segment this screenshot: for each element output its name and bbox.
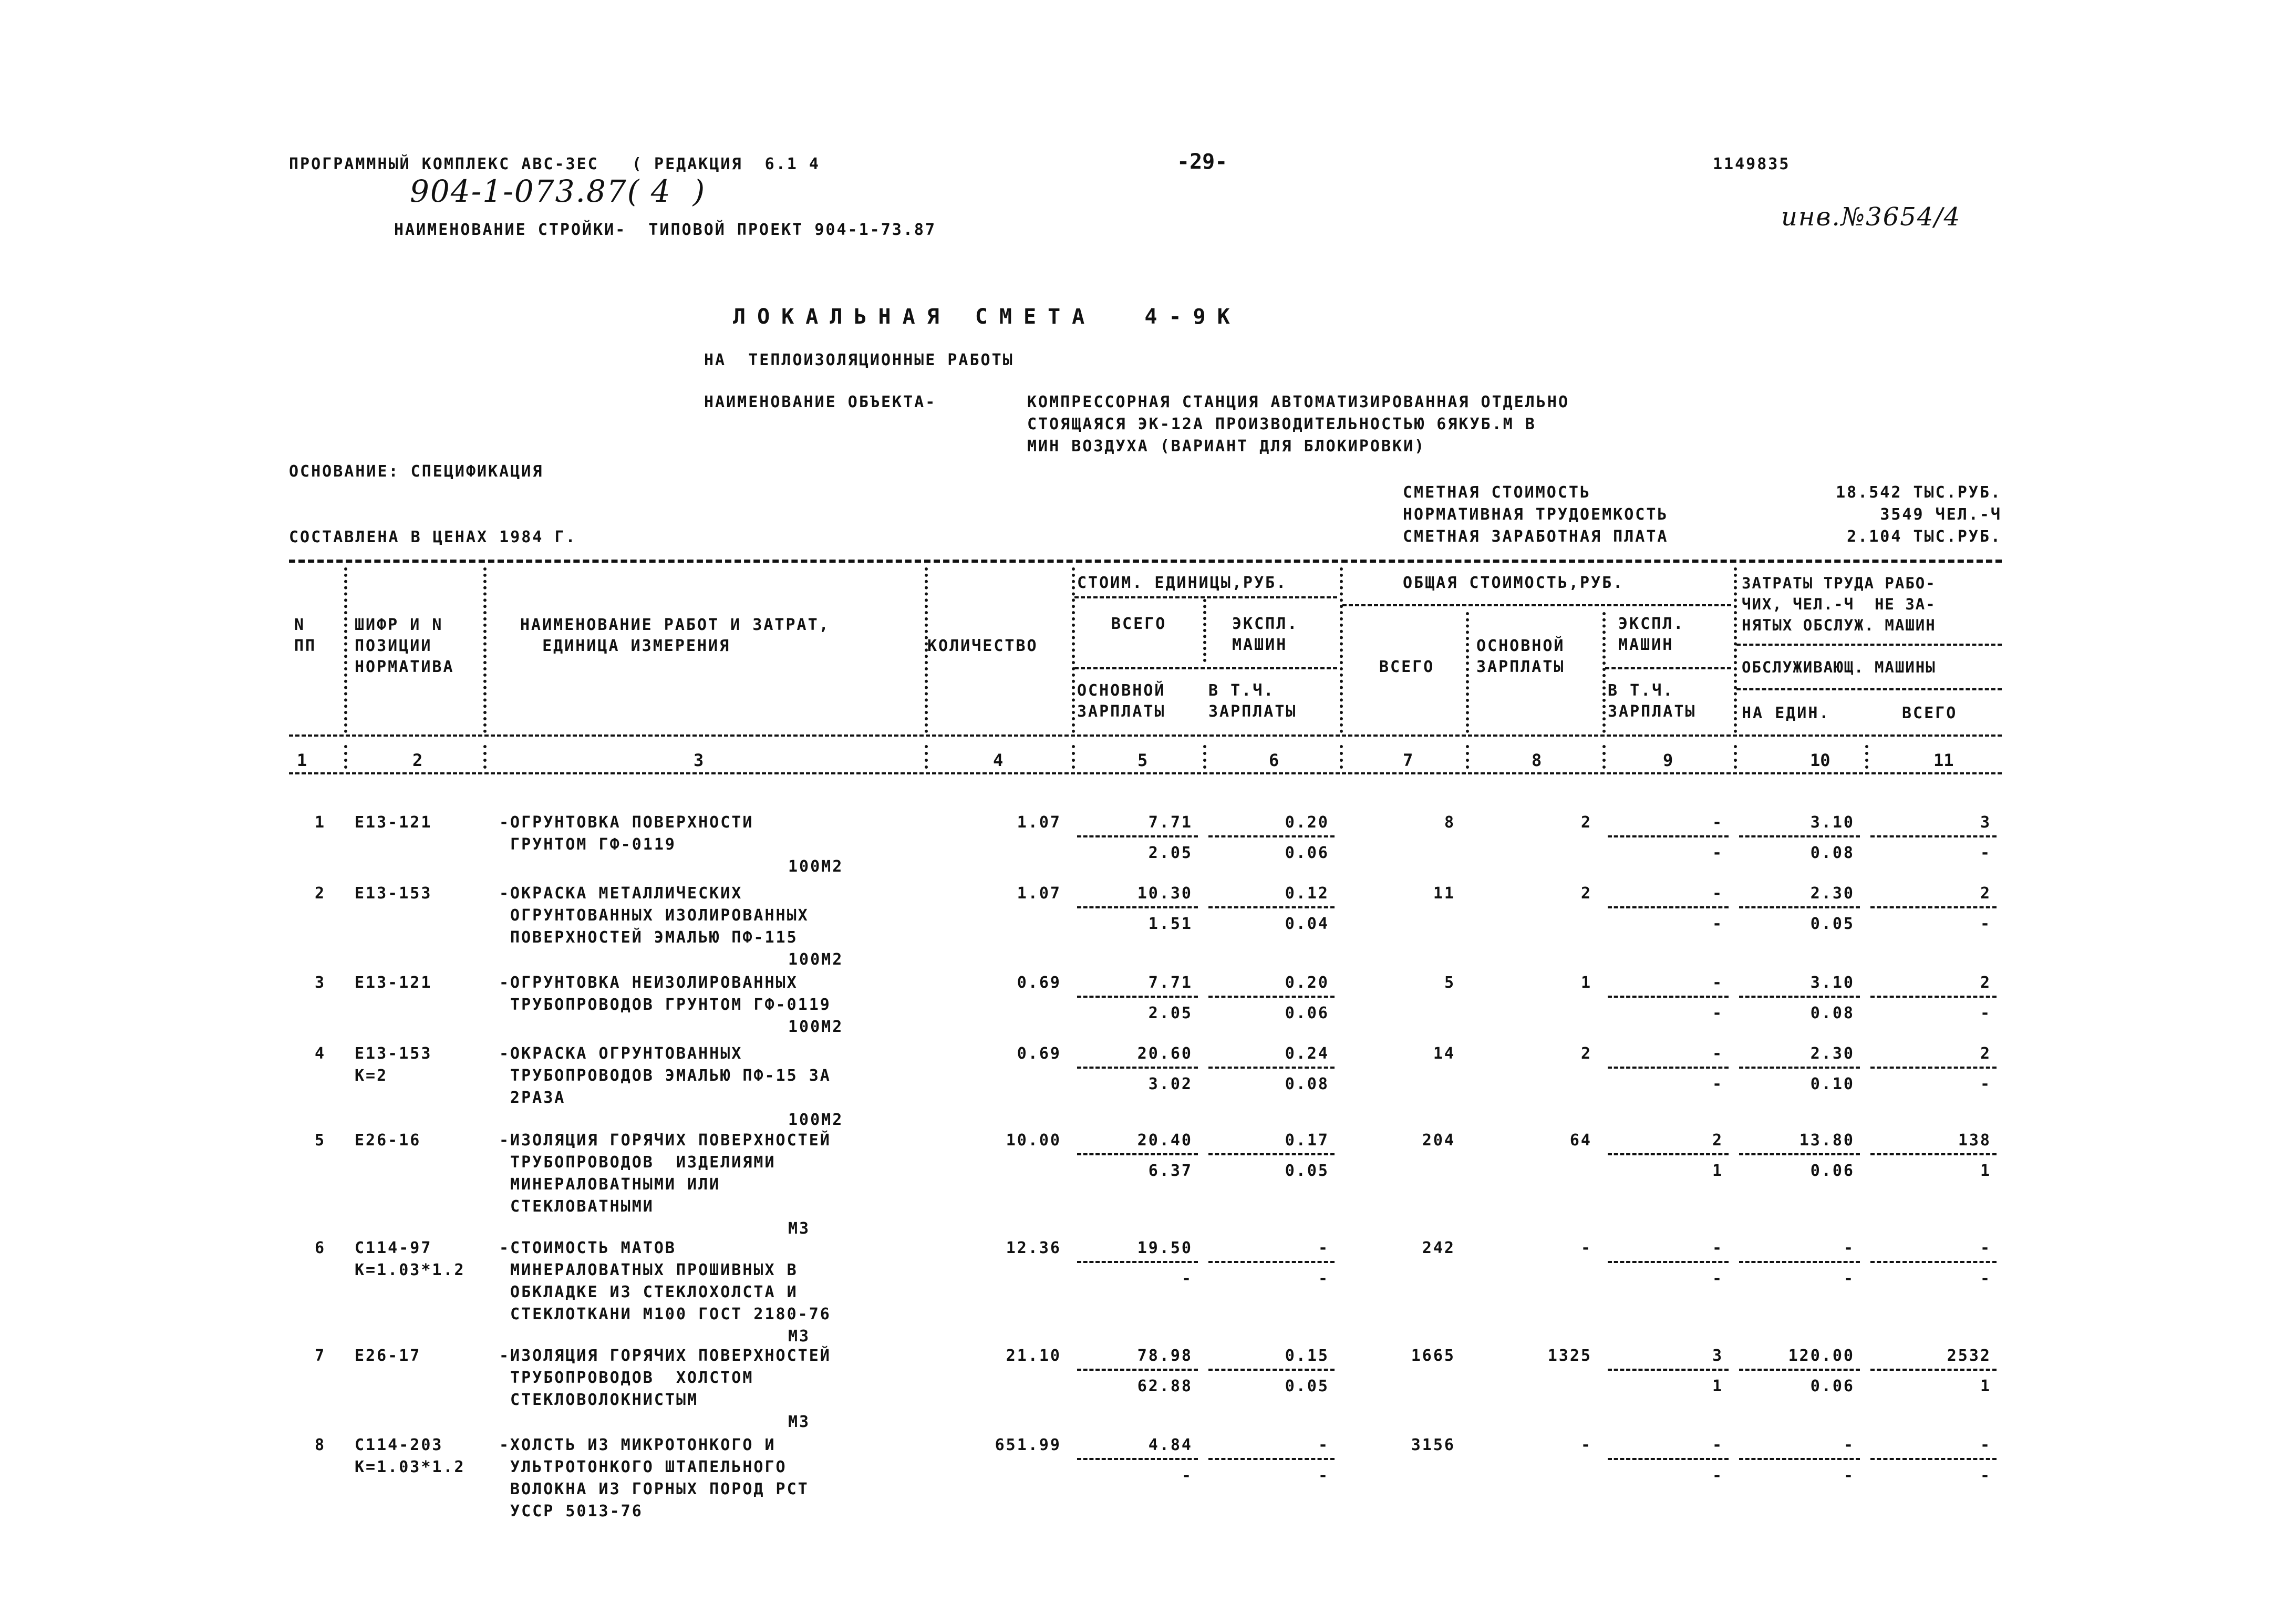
row-code: Е13-121 xyxy=(355,974,432,992)
column-number: 11 xyxy=(1933,750,1954,770)
subtotal-divider xyxy=(1608,1458,1729,1460)
subtotal-divider xyxy=(1077,1261,1198,1263)
row-c8: 2 xyxy=(1580,1044,1592,1063)
row-c11: - xyxy=(1980,1239,1991,1257)
subtotal-divider xyxy=(1870,1369,1997,1371)
row-c11-total: - xyxy=(1980,844,1991,862)
row-c5-wage: 1.51 xyxy=(1148,915,1193,933)
summary-label-3: СМЕТНАЯ ЗАРАБОТНАЯ ПЛАТА xyxy=(1403,527,1669,546)
row-number: 7 xyxy=(314,1347,326,1365)
row-name: -ИЗОЛЯЦИЯ ГОРЯЧИХ ПОВЕРХНОСТЕЙ ТРУБОПРОВОДОВ ИЗДЕЛИЯМИ МИНЕРАЛОВАТНЫМИ ИЛИ СТЕКЛОВАТНЫМИ xyxy=(499,1131,831,1216)
row-c5-wage: 2.05 xyxy=(1148,1004,1193,1022)
row-c7: 1665 xyxy=(1411,1347,1455,1365)
row-code-coefficient: К=1.03*1.2 xyxy=(355,1458,466,1476)
column-number: 9 xyxy=(1663,750,1673,770)
subtotal-divider xyxy=(1608,1153,1729,1155)
row-name: -ОКРАСКА ОГРУНТОВАННЫХ ТРУБОПРОВОДОВ ЭМАЛЬЮ ПФ-15 ЗА 2РАЗА xyxy=(499,1044,831,1107)
column-number: 5 xyxy=(1137,750,1148,770)
row-c10: 3.10 xyxy=(1810,974,1855,992)
subtotal-divider xyxy=(1870,1261,1997,1263)
page-number: -29- xyxy=(1177,150,1228,174)
subtotal-divider xyxy=(1077,1369,1198,1371)
row-c9: 2 xyxy=(1712,1131,1723,1150)
document-title: ЛОКАЛЬНАЯ СМЕТА 4-9К xyxy=(733,305,1242,329)
column-number: 10 xyxy=(1810,750,1830,770)
subtotal-divider xyxy=(1739,1067,1860,1069)
row-qty: 21.10 xyxy=(1006,1347,1061,1365)
row-c5: 10.30 xyxy=(1137,884,1193,903)
column-number-rule xyxy=(289,772,2002,774)
row-c11-total: - xyxy=(1980,1004,1991,1022)
prices-year: СОСТАВЛЕНА В ЦЕНАХ 1984 Г. xyxy=(289,528,577,546)
summary-value-2: 3549 ЧЕЛ.-Ч xyxy=(1880,505,2002,524)
row-name: -ОКРАСКА МЕТАЛЛИЧЕСКИХ ОГРУНТОВАННЫХ ИЗОЛИРОВАННЫХ ПОВЕРХНОСТЕЙ ЭМАЛЬЮ ПФ-115 xyxy=(499,884,809,947)
row-c11: 2 xyxy=(1980,974,1991,992)
row-c9: - xyxy=(1712,813,1723,832)
subtotal-divider xyxy=(1208,996,1335,998)
subtotal-divider xyxy=(1208,906,1335,908)
row-c7: 5 xyxy=(1444,974,1455,992)
col-header-unit-wage: ОСНОВНОЙ ЗАРПЛАТЫ xyxy=(1077,681,1166,721)
col-header-n: N ПП xyxy=(294,616,317,655)
row-c11: 138 xyxy=(1958,1131,1991,1150)
row-unit: 100М2 xyxy=(788,1018,844,1036)
subtotal-divider xyxy=(1739,1261,1860,1263)
row-c5: 7.71 xyxy=(1148,974,1193,992)
row-c5: 4.84 xyxy=(1148,1436,1193,1454)
row-qty: 0.69 xyxy=(1017,1044,1061,1063)
subtotal-divider xyxy=(1608,1369,1729,1371)
row-c9-wage: - xyxy=(1712,1466,1723,1485)
subtotal-divider xyxy=(1870,996,1997,998)
row-c7: 204 xyxy=(1422,1131,1455,1150)
subtotal-divider xyxy=(1608,996,1729,998)
row-c10: 2.30 xyxy=(1810,1044,1855,1063)
row-qty: 1.07 xyxy=(1017,813,1061,832)
row-name: -ИЗОЛЯЦИЯ ГОРЯЧИХ ПОВЕРХНОСТЕЙ ТРУБОПРОВОДОВ ХОЛСТОМ СТЕКЛОВОЛОКНИСТЫМ xyxy=(499,1347,831,1409)
row-name: -ХОЛСТЬ ИЗ МИКРОТОНКОГО И УЛЬТРОТОНКОГО ШТАПЕЛЬНОГО ВОЛОКНА ИЗ ГОРНЫХ ПОРОД РСТ УССР 5013-76 xyxy=(499,1436,809,1520)
row-code: Е26-17 xyxy=(355,1347,421,1365)
row-number: 8 xyxy=(314,1436,326,1454)
row-c10-unit: 0.06 xyxy=(1810,1377,1855,1395)
row-c9: - xyxy=(1712,1436,1723,1454)
row-c9-wage: - xyxy=(1712,1075,1723,1093)
row-c8: 1 xyxy=(1580,974,1592,992)
row-c6: 0.12 xyxy=(1285,884,1329,903)
row-unit: 100М2 xyxy=(788,857,844,876)
row-c5-wage: - xyxy=(1181,1466,1193,1485)
row-code: С114-203 xyxy=(355,1436,443,1454)
object-line-2: СТОЯЩАЯСЯ ЭК-12А ПРОИЗВОДИТЕЛЬНОСТЬЮ 6ЯКУБ.М В xyxy=(1027,415,1536,433)
program-line: ПРОГРАММНЫЙ КОМПЛЕКС АВС-ЗЕС ( РЕДАКЦИЯ 6.1 4 xyxy=(289,155,820,173)
row-c9: 3 xyxy=(1712,1347,1723,1365)
summary-label-2: НОРМАТИВНАЯ ТРУДОЕМКОСТЬ xyxy=(1403,505,1669,524)
col-header-total-wage: ОСНОВНОЙ ЗАРПЛАТЫ xyxy=(1476,637,1565,676)
col-header-labor-all: ВСЕГО xyxy=(1902,704,1958,722)
subtotal-divider xyxy=(1608,835,1729,837)
row-c5: 78.98 xyxy=(1137,1347,1193,1365)
row-c11: 2 xyxy=(1980,884,1991,903)
row-code: Е13-121 xyxy=(355,813,432,832)
row-c9-wage: - xyxy=(1712,915,1723,933)
row-c10: 3.10 xyxy=(1810,813,1855,832)
row-c7: 3156 xyxy=(1411,1436,1455,1454)
row-qty: 10.00 xyxy=(1006,1131,1061,1150)
row-c7: 11 xyxy=(1433,884,1455,903)
col-header-total-all: ВСЕГО xyxy=(1379,658,1435,676)
row-name: -СТОИМОСТЬ МАТОВ МИНЕРАЛОВАТНЫХ ПРОШИВНЫХ В ОБКЛАДКЕ ИЗ СТЕКЛОХОЛСТА И СТЕКЛОТКАНИ М100 ГОСТ 2180-76 xyxy=(499,1239,831,1323)
row-c6-wage: 0.05 xyxy=(1285,1162,1329,1180)
subtotal-divider xyxy=(1870,1067,1997,1069)
col-header-total-machine: ЭКСПЛ. МАШИН xyxy=(1618,615,1685,654)
row-c5: 20.60 xyxy=(1137,1044,1193,1063)
subtotal-divider xyxy=(1608,1261,1729,1263)
summary-value-3: 2.104 ТЫС.РУБ. xyxy=(1847,527,2002,546)
col-header-total-cost: ОБЩАЯ СТОИМОСТЬ,РУБ. xyxy=(1403,574,1625,592)
row-c11-total: - xyxy=(1980,1075,1991,1093)
row-c6-wage: 0.08 xyxy=(1285,1075,1329,1093)
row-c7: 14 xyxy=(1433,1044,1455,1063)
subtotal-divider xyxy=(1208,835,1335,837)
subtotal-divider xyxy=(1608,906,1729,908)
row-unit: 100М2 xyxy=(788,1111,844,1129)
col-header-unit-machine: ЭКСПЛ. МАШИН xyxy=(1232,615,1299,654)
col-header-qty: КОЛИЧЕСТВО xyxy=(927,637,1038,655)
subtotal-divider xyxy=(1739,996,1860,998)
row-unit: 100М2 xyxy=(788,950,844,969)
row-c6: 0.15 xyxy=(1285,1347,1329,1365)
row-qty: 1.07 xyxy=(1017,884,1061,903)
subtotal-divider xyxy=(1077,1458,1198,1460)
subtotal-divider xyxy=(1739,906,1860,908)
row-c10-unit: 0.08 xyxy=(1810,1004,1855,1022)
subtotal-divider xyxy=(1208,1153,1335,1155)
row-c9: - xyxy=(1712,884,1723,903)
row-c10-unit: - xyxy=(1843,1269,1855,1288)
basis: ОСНОВАНИЕ: СПЕЦИФИКАЦИЯ xyxy=(289,462,544,481)
row-c8: 64 xyxy=(1569,1131,1592,1150)
row-c6-wage: 0.06 xyxy=(1285,844,1329,862)
row-c7: 242 xyxy=(1422,1239,1455,1257)
row-c6-wage: - xyxy=(1318,1269,1329,1288)
row-c11-total: 1 xyxy=(1980,1162,1991,1180)
row-c10-unit: 0.05 xyxy=(1810,915,1855,933)
col-header-unit-cost: СТОИМ. ЕДИНИЦЫ,РУБ. xyxy=(1077,574,1288,592)
document-code: 1149835 xyxy=(1713,155,1791,173)
row-c8: - xyxy=(1580,1239,1592,1257)
row-c6: 0.20 xyxy=(1285,974,1329,992)
subtotal-divider xyxy=(1739,1458,1860,1460)
row-qty: 651.99 xyxy=(995,1436,1061,1454)
row-c10-unit: 0.08 xyxy=(1810,844,1855,862)
column-number: 1 xyxy=(297,750,307,770)
row-number: 4 xyxy=(314,1044,326,1063)
column-number: 3 xyxy=(694,750,704,770)
row-unit: М3 xyxy=(788,1327,811,1346)
object-label: НАИМЕНОВАНИЕ ОБЪЕКТА- xyxy=(704,393,937,411)
subtotal-divider xyxy=(1077,1153,1198,1155)
row-number: 1 xyxy=(314,813,326,832)
row-c9-wage: 1 xyxy=(1712,1162,1723,1180)
col-header-unit-total: ВСЕГО xyxy=(1111,615,1167,633)
row-unit: М3 xyxy=(788,1413,811,1431)
row-c10-unit: 0.10 xyxy=(1810,1075,1855,1093)
row-c10: 2.30 xyxy=(1810,884,1855,903)
row-c5-wage: 2.05 xyxy=(1148,844,1193,862)
row-c11-total: - xyxy=(1980,1466,1991,1485)
row-c8: 2 xyxy=(1580,813,1592,832)
row-code-coefficient: К=2 xyxy=(355,1067,388,1085)
row-number: 3 xyxy=(314,974,326,992)
row-c5: 19.50 xyxy=(1137,1239,1193,1257)
row-code: Е26-16 xyxy=(355,1131,421,1150)
subtotal-divider xyxy=(1870,1458,1997,1460)
row-code: Е13-153 xyxy=(355,884,432,903)
subtotal-divider xyxy=(1870,1153,1997,1155)
column-number: 4 xyxy=(993,750,1004,770)
construction-name: НАИМЕНОВАНИЕ СТРОЙКИ- ТИПОВОЙ ПРОЕКТ 904-1-73.87 xyxy=(394,221,937,239)
object-line-3: МИН ВОЗДУХА (ВАРИАНТ ДЛЯ БЛОКИРОВКИ) xyxy=(1027,437,1426,456)
object-line-1: КОМПРЕССОРНАЯ СТАНЦИЯ АВТОМАТИЗИРОВАННАЯ ОТДЕЛЬНО xyxy=(1027,393,1570,411)
row-c9: - xyxy=(1712,974,1723,992)
row-c6: 0.17 xyxy=(1285,1131,1329,1150)
subtotal-divider xyxy=(1208,1369,1335,1371)
header-bottom-rule xyxy=(289,734,2002,737)
row-c11-total: - xyxy=(1980,1269,1991,1288)
subtotal-divider xyxy=(1870,906,1997,908)
row-c6-wage: 0.05 xyxy=(1285,1377,1329,1395)
row-c10: 120.00 xyxy=(1788,1347,1855,1365)
row-c11: 3 xyxy=(1980,813,1991,832)
row-number: 6 xyxy=(314,1239,326,1257)
row-c6-wage: 0.06 xyxy=(1285,1004,1329,1022)
subtotal-divider xyxy=(1077,906,1198,908)
column-number: 2 xyxy=(412,750,423,770)
row-c9-wage: - xyxy=(1712,1004,1723,1022)
handwritten-reference: 904-1-073.87( 4 ) xyxy=(410,173,706,209)
subtotal-divider xyxy=(1208,1067,1335,1069)
col-header-code: ШИФР И N ПОЗИЦИИ НОРМАТИВА xyxy=(355,616,454,676)
subtotal-divider xyxy=(1870,835,1997,837)
row-c6-wage: 0.04 xyxy=(1285,915,1329,933)
col-header-labor-unit: НА ЕДИН. xyxy=(1742,704,1830,722)
subtotal-divider xyxy=(1739,835,1860,837)
row-c11: 2 xyxy=(1980,1044,1991,1063)
subtotal-divider xyxy=(1739,1369,1860,1371)
col-header-total-incl: В Т.Ч. ЗАРПЛАТЫ xyxy=(1608,681,1697,721)
row-c11-total: 1 xyxy=(1980,1377,1991,1395)
row-c10-unit: 0.06 xyxy=(1810,1162,1855,1180)
row-c9-wage: - xyxy=(1712,844,1723,862)
row-c9-wage: - xyxy=(1712,1269,1723,1288)
row-c6: 0.20 xyxy=(1285,813,1329,832)
row-c8: 1325 xyxy=(1547,1347,1592,1365)
row-c6-wage: - xyxy=(1318,1466,1329,1485)
row-number: 5 xyxy=(314,1131,326,1150)
row-c10: 13.80 xyxy=(1799,1131,1855,1150)
summary-label-1: СМЕТНАЯ СТОИМОСТЬ xyxy=(1403,483,1591,502)
subtotal-divider xyxy=(1077,835,1198,837)
row-number: 2 xyxy=(314,884,326,903)
column-number: 7 xyxy=(1403,750,1413,770)
row-c5-wage: - xyxy=(1181,1269,1193,1288)
row-name: -ОГРУНТОВКА НЕИЗОЛИРОВАННЫХ ТРУБОПРОВОДОВ ГРУНТОМ ГФ-0119 xyxy=(499,974,831,1014)
col-header-labor: ЗАТРАТЫ ТРУДА РАБО- ЧИХ, ЧЕЛ.-Ч НЕ ЗА- НЯТЫХ ОБСЛУЖ. МАШИН xyxy=(1742,574,1936,634)
document-subtitle: НА ТЕПЛОИЗОЛЯЦИОННЫЕ РАБОТЫ xyxy=(704,351,1014,369)
col-header-name: НАИМЕНОВАНИЕ РАБОТ И ЗАТРАТ, ЕДИНИЦА ИЗМЕРЕНИЯ xyxy=(520,616,830,655)
row-code-coefficient: К=1.03*1.2 xyxy=(355,1261,466,1279)
inventory-number: инв.№3654/4 xyxy=(1781,202,1961,232)
row-c11: 2532 xyxy=(1947,1347,1991,1365)
col-header-unit-incl: В Т.Ч. ЗАРПЛАТЫ xyxy=(1208,681,1297,721)
row-c9: - xyxy=(1712,1044,1723,1063)
column-number: 8 xyxy=(1532,750,1542,770)
subtotal-divider xyxy=(1077,996,1198,998)
row-c9-wage: 1 xyxy=(1712,1377,1723,1395)
row-c10: - xyxy=(1843,1239,1855,1257)
row-c5-wage: 62.88 xyxy=(1137,1377,1193,1395)
subtotal-divider xyxy=(1739,1153,1860,1155)
column-number: 6 xyxy=(1269,750,1279,770)
row-c5: 7.71 xyxy=(1148,813,1193,832)
row-name: -ОГРУНТОВКА ПОВЕРХНОСТИ ГРУНТОМ ГФ-0119 xyxy=(499,813,754,854)
subtotal-divider xyxy=(1077,1067,1198,1069)
row-unit: М3 xyxy=(788,1219,811,1238)
row-c6: - xyxy=(1318,1239,1329,1257)
row-c5: 20.40 xyxy=(1137,1131,1193,1150)
subtotal-divider xyxy=(1608,1067,1729,1069)
row-c9: - xyxy=(1712,1239,1723,1257)
row-c5-wage: 6.37 xyxy=(1148,1162,1193,1180)
subtotal-divider xyxy=(1208,1261,1335,1263)
row-c11-total: - xyxy=(1980,915,1991,933)
table-top-rule xyxy=(289,560,2002,563)
row-c6: - xyxy=(1318,1436,1329,1454)
col-header-labor-sub: ОБСЛУЖИВАЮЩ. МАШИНЫ xyxy=(1742,658,1936,676)
row-qty: 0.69 xyxy=(1017,974,1061,992)
row-c10: - xyxy=(1843,1436,1855,1454)
summary-value-1: 18.542 ТЫС.РУБ. xyxy=(1836,483,2002,502)
row-code: С114-97 xyxy=(355,1239,432,1257)
row-code: Е13-153 xyxy=(355,1044,432,1063)
row-c11: - xyxy=(1980,1436,1991,1454)
row-c8: - xyxy=(1580,1436,1592,1454)
row-c10-unit: - xyxy=(1843,1466,1855,1485)
row-c7: 8 xyxy=(1444,813,1455,832)
row-qty: 12.36 xyxy=(1006,1239,1061,1257)
row-c5-wage: 3.02 xyxy=(1148,1075,1193,1093)
row-c8: 2 xyxy=(1580,884,1592,903)
subtotal-divider xyxy=(1208,1458,1335,1460)
row-c6: 0.24 xyxy=(1285,1044,1329,1063)
